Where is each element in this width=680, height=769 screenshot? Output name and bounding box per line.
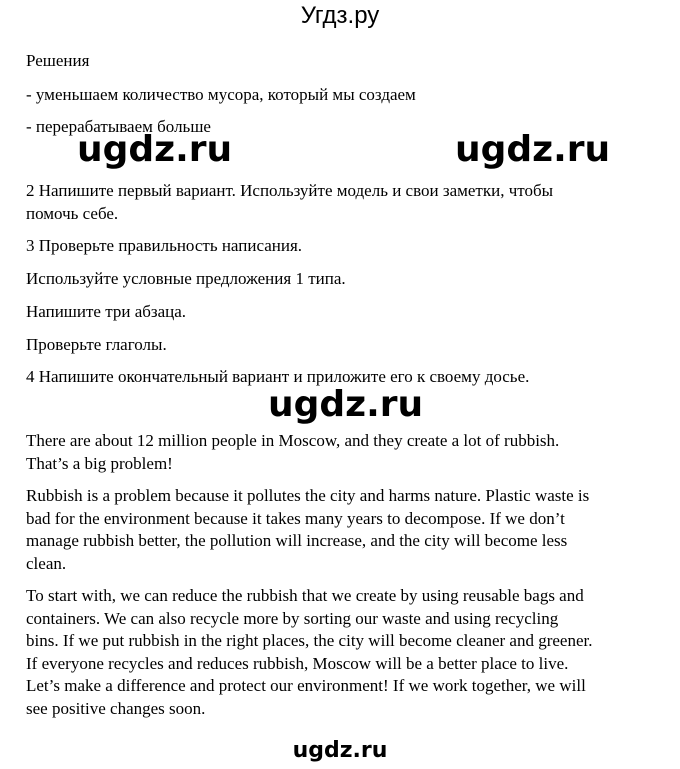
solutions-heading: Решения: [26, 51, 90, 70]
step-4: 4 Напишите окончательный вариант и приложите его к своему досье.: [26, 367, 530, 386]
essay-line: Let’s make a difference and protect our environment! If we work together, we will: [26, 676, 586, 695]
essay-line: see positive changes soon.: [26, 698, 206, 718]
footer-watermark: ugdz.ru: [292, 738, 388, 763]
tip-paragraphs: Напишите три абзаца.: [26, 302, 187, 321]
watermark: ugdz.ru: [77, 129, 233, 170]
essay-line: bins. If we put rubbish in the right places, the city will become cleaner and greener.: [26, 631, 593, 650]
essay-line: To start with, we can reduce the rubbish that we create by using reusable bags and: [26, 586, 584, 605]
watermark: ugdz.ru: [455, 129, 611, 170]
step-2-line-2: помочь себе.: [26, 204, 119, 223]
site-title: Угдз.ру: [300, 2, 380, 29]
essay-line: If everyone recycles and reduces rubbish, Moscow will be a better place to live.: [26, 653, 569, 673]
essay-line: Rubbish is a problem because it pollutes the city and harms nature. Plastic waste is: [26, 486, 590, 505]
essay-paragraph-3: [26, 585, 656, 720]
watermark: ugdz.ru: [268, 384, 424, 425]
step-3: 3 Проверьте правильность написания.: [26, 236, 303, 255]
tip-conditionals: Используйте условные предложения 1 типа.: [26, 269, 346, 288]
essay-line: manage rubbish better, the pollution will increase, and the city will become less: [26, 531, 568, 550]
bullet-recycle: - перерабатываем больше: [26, 117, 211, 136]
essay-line: There are about 12 million people in Moscow, and they create a lot of rubbish.: [26, 431, 560, 450]
essay-line: containers. We can also recycle more by sorting our waste and using recycling: [26, 608, 559, 628]
essay-line: That’s a big problem!: [26, 453, 173, 473]
essay-paragraph-2: [26, 485, 656, 575]
tip-verbs: Проверьте глаголы.: [26, 335, 167, 354]
essay-line: bad for the environment because it takes many years to decompose. If we don’t: [26, 508, 565, 528]
essay-paragraph-1: [26, 430, 656, 475]
bullet-reduce: - уменьшаем количество мусора, который мы создаем: [26, 85, 416, 104]
step-2-line-1: 2 Напишите первый вариант. Используйте модель и свои заметки, чтобы: [26, 181, 554, 200]
essay-line: clean.: [26, 553, 67, 573]
